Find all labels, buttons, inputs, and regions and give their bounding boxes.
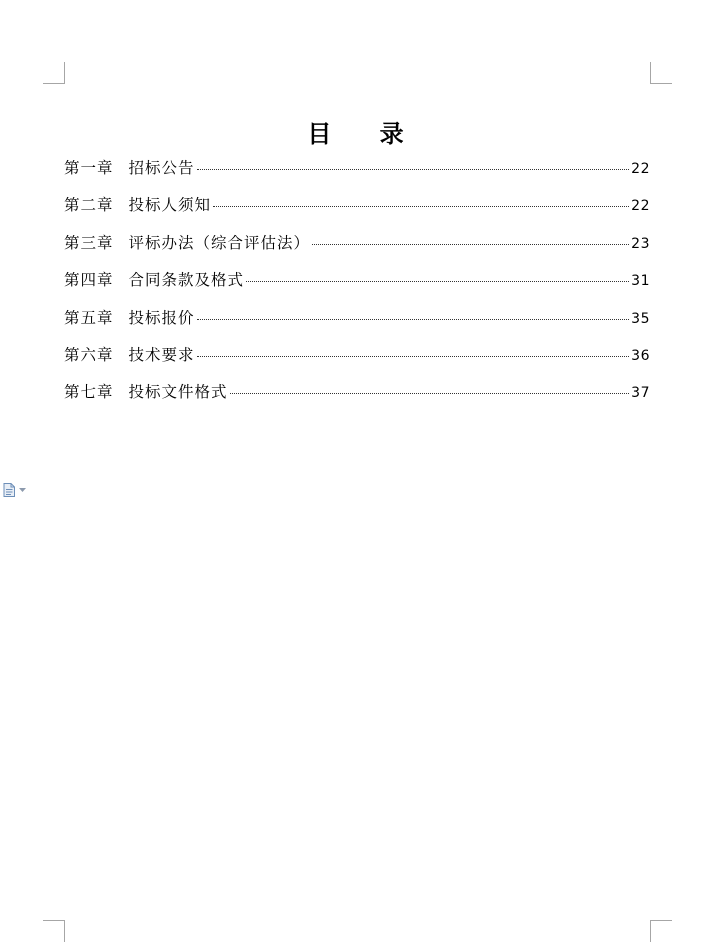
toc-dot-leader <box>246 281 629 282</box>
caret-down-icon <box>19 488 26 492</box>
toc-dot-leader <box>197 169 630 170</box>
toc-page-number: 22 <box>631 198 650 215</box>
crop-mark-top-right <box>650 62 672 84</box>
toc-dot-leader <box>197 356 630 357</box>
toc-entry-chapter-3[interactable] <box>64 231 650 268</box>
toc-chapter-title: 合同条款及格式 <box>128 271 245 290</box>
toc-dot-leader <box>213 206 629 207</box>
toc-chapter-title: 技术要求 <box>128 345 195 364</box>
toc-entry-chapter-5[interactable] <box>64 306 650 343</box>
crop-mark-bottom-left <box>43 920 65 942</box>
toc-entry-chapter-6[interactable] <box>64 343 650 380</box>
toc-chapter-number: 第六章 <box>64 345 114 364</box>
toc-page-number: 37 <box>631 385 650 402</box>
toc-chapter-title: 投标报价 <box>128 308 195 327</box>
toc-page-number: 22 <box>631 161 650 177</box>
toc-page-number: 31 <box>631 273 650 290</box>
toc-page-number: 35 <box>631 310 650 327</box>
toc-chapter-number: 第三章 <box>64 233 114 252</box>
toc-chapter-number: 第七章 <box>64 383 114 402</box>
toc-chapter-title: 评标办法（综合评估法） <box>128 233 311 252</box>
toc-page-number: 23 <box>631 235 650 252</box>
toc-chapter-number: 第四章 <box>64 271 114 290</box>
crop-mark-bottom-right <box>650 920 672 942</box>
toc-entry-chapter-4[interactable] <box>64 268 650 305</box>
toc-chapter-number: 第一章 <box>64 159 114 177</box>
document-icon <box>3 483 15 497</box>
toc-chapter-title: 投标人须知 <box>128 196 212 215</box>
toc-chapter-number: 第五章 <box>64 308 114 327</box>
toc-title: 目 录 <box>307 119 424 148</box>
toc-dot-leader <box>312 244 629 245</box>
toc-dot-leader <box>230 393 630 394</box>
toc-page-number: 36 <box>631 347 650 364</box>
crop-mark-top-left <box>43 62 65 84</box>
toc-dot-leader <box>197 319 630 320</box>
toc-entry-chapter-1[interactable] <box>64 156 650 193</box>
toc-entry-chapter-7[interactable] <box>64 380 650 417</box>
toc-chapter-title: 投标文件格式 <box>128 383 228 402</box>
toc-chapter-title: 招标公告 <box>128 159 195 177</box>
toc-chapter-number: 第二章 <box>64 196 114 215</box>
table-of-contents <box>64 156 650 418</box>
toc-entry-chapter-2[interactable] <box>64 193 650 230</box>
paragraph-marker-dropdown[interactable] <box>3 482 31 498</box>
